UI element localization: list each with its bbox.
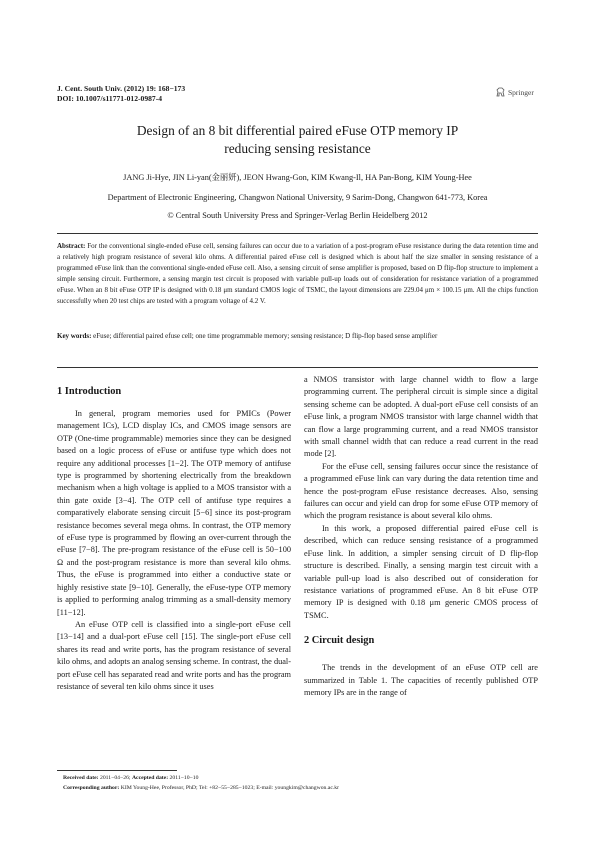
corresponding-label: Corresponding author:	[63, 785, 120, 791]
keywords-text: eFuse; differential paired efuse cell; one time programmable memory; sensing resistance; D flip-flop based sense amplifier	[93, 332, 438, 340]
abstract	[57, 241, 538, 307]
footnote-dates	[63, 773, 339, 783]
doi: DOI: 10.1007/s11771-012-0987-4	[57, 94, 163, 103]
springer-horse-icon	[496, 87, 505, 97]
keywords-label: Key words:	[57, 332, 92, 340]
top-divider	[57, 233, 538, 234]
publisher-logo	[496, 87, 534, 97]
journal-citation: J. Cent. South Univ. (2012) 19: 168−173	[57, 84, 186, 93]
publisher-logo-text: Springer	[508, 87, 534, 97]
received-date: 2011−04−26;	[99, 775, 131, 781]
left-column	[57, 374, 291, 693]
abstract-text: For the conventional single-ended eFuse cell, sensing failures can occur due to a variation of a post-program eFuse resistance during the data retention time and a relatively high program resistance of several kilo ohms. A differential paired eFuse cell is designed which is about half the size smaller in sensing resistance of a programmed eFuse link than the conventional single-ended eFuse cell. Also, a sensing circuit of sense amplifier is proposed, based on D flip-flop structure to implement a simple sensing circuit. Furthermore, a sensing margin test circuit is proposed with variable pull-up loads out of consideration for resistance variation of a programmed eFuse. When an 8 bit eFuse OTP IP is designed with 0.18 μm standard CMOS logic of TSMC, the layout dimensions are 229.04 μm × 100.15 μm. All the chips function successfully when 20 test chips are tested with a program voltage of 4.2 V.	[57, 242, 539, 305]
abstract-divider	[57, 367, 538, 368]
intro-continuation: a NMOS transistor with large channel width to flow a large programming current. The peripheral circuit is simple since a digital sensing scheme can be adopted. A dual-port eFuse cell consists of an eFuse link, a program NMOS transistor with large channel width that can flow a large programming current, and a read NMOS transistor with small channel width that can reduce a read current in the read mode [2].	[304, 375, 538, 459]
author-list: JANG Ji-Hye, JIN Li-yan(金丽妍), JEON Hwang-Gon, KIM Kwang-Il, HA Pan-Bong, KIM Young-Hee	[123, 173, 472, 182]
right-column	[304, 374, 538, 699]
title-line-2: reducing sensing resistance	[224, 141, 371, 156]
section-heading-circuit-design: 2 Circuit design	[304, 635, 375, 647]
copyright-line: © Central South University Press and Springer-Verlag Berlin Heidelberg 2012	[167, 211, 428, 220]
footnote-divider	[57, 770, 177, 771]
footnote	[63, 773, 339, 793]
paper-title	[80, 122, 515, 158]
journal-header	[57, 84, 185, 104]
affiliation: Department of Electronic Engineering, Changwon National University, 9 Sarim-Dong, Changwon 641-773, Korea	[107, 193, 488, 202]
abstract-label: Abstract:	[57, 242, 86, 250]
keywords	[57, 331, 538, 342]
received-label: Received date:	[63, 775, 99, 781]
circuit-paragraph-1: The trends in the development of an eFuse OTP cell are summarized in Table 1. The capacities of recently published OTP memory IPs are in the range of	[304, 663, 538, 697]
intro-paragraph-1: In general, program memories used for PMICs (Power management ICs), LCD display ICs, and CMOS image sensors are OTP (One-time programmable) memories since they can be designed based on a logic process of eFuse or antifuse type which does not require any additional processes [1−2]. The OTP memory of antifuse type is programmed by shortening electrically from the breakdown mechanism when a high voltage is applied to a MOS transistor with a thin gate oxide [3−4]. The OTP cell of antifuse type requires a comparatively elaborate sensing circuit [5−6] since its post-program resistance becomes several mega ohms. In contrast, the OTP memory of eFuse type is programmed by flowing an over-current through the eFuse [7−8]. The pre-program resistance of the eFuse cell is 50−100 Ω and the post-program resistance is more than several kilo ohms. Thus, the eFuse is programmed into either a conductive state or highly resistive state [9−10]. Generally, the eFuse-type OTP memory is applied to performing analog trimming as a small-density memory [11−12].	[57, 409, 291, 617]
accepted-label: Accepted date:	[131, 775, 169, 781]
intro-paragraph-3: For the eFuse cell, sensing failures occur since the resistance of a programmed eFuse link can vary during the data retention time and hence the post-program eFuse resistance decreases. Also, sensing failures can occur and yield can drop for some eFuse OTP memory of which the program resistance is about several kilo ohms.	[304, 461, 538, 521]
corresponding-author: KIM Young-Hee, Professor, PhD; Tel: +82−55−285−1023; E-mail: youngkim@changwon.ac.kr	[120, 785, 340, 791]
section-heading-introduction: 1 Introduction	[57, 386, 122, 397]
title-line-1: Design of an 8 bit differential paired eFuse OTP memory IP	[136, 123, 459, 138]
footnote-corresponding	[63, 783, 339, 793]
intro-paragraph-4: In this work, a proposed differential paired eFuse cell is described, which can reduce sensing resistance of a programmed eFuse link. In addition, a simpler sensing circuit of D flip-flop structure is described. Finally, a sensing margin test circuit with a variable pull-up load is also described out of consideration for resistance variations of programmed eFuse. An 8 bit eFuse OTP memory IP is designed with 0.18 μm generic CMOS process of TSMC.	[304, 523, 538, 620]
intro-paragraph-2: An eFuse OTP cell is classified into a single-port eFuse cell [13−14] and a dual-port eFuse cell [15]. The single-port eFuse cell shares its read and write ports, has the program resistance of several kilo ohms, and adopts an analog sensing scheme. In contrast, the dual-port eFuse cell has separated read and write ports and has the program resistance of several ten kilo ohms since it uses	[57, 619, 291, 691]
accepted-date: 2011−10−10	[169, 775, 199, 781]
